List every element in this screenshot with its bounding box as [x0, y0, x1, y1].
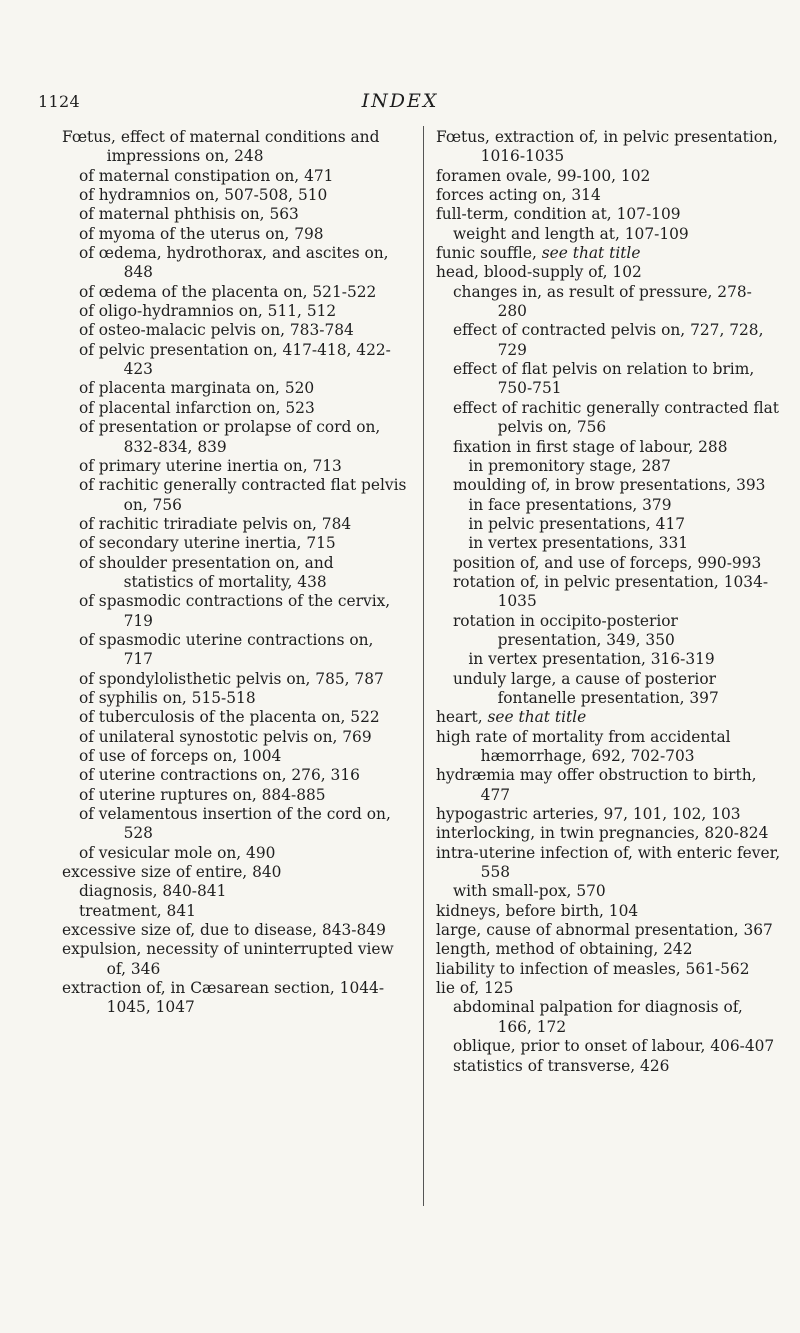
index-entry: [62, 902, 407, 921]
index-entry: [436, 979, 781, 998]
index-entry: [62, 728, 407, 747]
index-entry-text: interlocking, in twin pregnancies, 820-824: [436, 824, 769, 843]
index-entry: [62, 786, 407, 805]
index-entry: [62, 554, 407, 593]
index-entry-text: foramen ovale, 99-100, 102: [436, 166, 651, 185]
index-entry: [62, 205, 407, 224]
index-entry: [436, 805, 781, 824]
index-entry-text: of placenta marginata on, 520: [78, 379, 315, 398]
index-entry-text: of primary uterine inertia on, 713: [78, 456, 342, 475]
index-entry-text: of spasmodic contractions of the cervix, 719: [78, 592, 391, 630]
index-entry: [62, 747, 407, 766]
index-entry-text: of placental infarction on, 523: [78, 398, 315, 417]
index-entry: [62, 534, 407, 553]
column-divider: [423, 126, 424, 1206]
index-entry: [62, 708, 407, 727]
index-entry-text: diagnosis, 840-841: [78, 882, 227, 901]
index-entry-text: expulsion, necessity of uninterrupted view of, 346: [62, 940, 394, 978]
index-entry: [436, 670, 781, 709]
index-entry: [436, 360, 781, 399]
index-entry-text: liability to infection of measles, 561-562: [436, 959, 750, 978]
index-entry-text: in pelvic presentations, 417: [468, 514, 686, 533]
index-entry: [436, 650, 781, 669]
index-entry: [62, 379, 407, 398]
index-entry-text: with small-pox, 570: [452, 882, 606, 901]
index-entry: [436, 824, 781, 843]
index-entry: [62, 225, 407, 244]
index-entry: [436, 1037, 781, 1056]
index-column-left: [62, 128, 407, 1018]
index-entry: [436, 399, 781, 438]
index-entry-text: intra-uterine infection of, with enteric fever, 558: [436, 843, 781, 882]
index-entry: [62, 882, 407, 901]
index-entry: [436, 244, 781, 263]
index-entry: [62, 399, 407, 418]
index-entry-text: position of, and use of forceps, 990-993: [452, 553, 762, 572]
index-entry: [62, 302, 407, 321]
index-entry-text: excessive size of, due to disease, 843-849: [62, 921, 386, 940]
index-entry: [436, 940, 781, 959]
index-entry-text: in vertex presentation, 316-319: [468, 650, 715, 669]
index-entry-text: weight and length at, 107-109: [452, 224, 689, 243]
index-entry: [62, 167, 407, 186]
index-entry: [62, 940, 407, 979]
index-entry: [436, 844, 781, 883]
index-entry: [436, 960, 781, 979]
index-entry-text: of œdema of the placenta on, 521-522: [78, 282, 377, 301]
index-entry: [62, 921, 407, 940]
index-entry-text: hydræmia may offer obstruction to birth, 477: [436, 766, 757, 804]
index-entry: [436, 167, 781, 186]
index-entry-text: of unilateral synostotic pelvis on, 769: [78, 727, 372, 746]
index-entry-text: in face presentations, 379: [468, 495, 672, 514]
index-entry: [62, 805, 407, 844]
index-entry-text: fixation in first stage of labour, 288: [452, 437, 728, 456]
index-entry-text: statistics of transverse, 426: [452, 1056, 670, 1075]
index-entry-text: of syphilis on, 515-518: [78, 688, 256, 707]
index-column-right: [436, 128, 781, 1076]
index-entry-text: of pelvic presentation on, 417-418, 422-423: [78, 340, 391, 379]
index-entry-text: of œdema, hydrothorax, and ascites on, 848: [78, 244, 389, 282]
index-entry-text: of velamentous insertion of the cord on, 528: [78, 805, 391, 843]
index-entry-text: of vesicular mole on, 490: [78, 843, 276, 862]
index-entry: [62, 844, 407, 863]
index-entry-text: of secondary uterine inertia, 715: [78, 534, 336, 553]
index-entry: [436, 902, 781, 921]
index-entry: [436, 225, 781, 244]
index-entry-text: of shoulder presentation on, and statistics of mortality, 438: [78, 553, 334, 591]
index-entry-text: abdominal palpation for diagnosis of, 166, 172: [452, 998, 743, 1036]
index-entry-text: length, method of obtaining, 242: [436, 940, 693, 959]
index-entry-text: Fœtus, extraction of, in pelvic presentation, 1016-1035: [436, 128, 778, 166]
index-entry: [62, 476, 407, 515]
index-entry: [62, 321, 407, 340]
index-entry-text: effect of contracted pelvis on, 727, 728, 729: [452, 321, 764, 359]
index-entry: [436, 457, 781, 476]
index-entry-text: extraction of, in Cæsarean section, 1044-1045, 1047: [62, 979, 385, 1017]
index-entry: [62, 457, 407, 476]
index-entry: [62, 128, 407, 167]
index-entry: [436, 573, 781, 612]
index-entry-text: of spondylolisthetic pelvis on, 785, 787: [78, 669, 384, 688]
see-reference: see that title: [487, 708, 587, 727]
index-entry: [62, 631, 407, 670]
index-entry-text: of maternal constipation on, 471: [78, 166, 334, 185]
index-entry: [62, 979, 407, 1018]
index-entry: [436, 205, 781, 224]
index-entry-text: rotation in occipito-posterior presentation, 349, 350: [452, 611, 678, 649]
index-entry: [62, 515, 407, 534]
index-entry-text: Fœtus, effect of maternal conditions and impressions on, 248: [62, 128, 380, 166]
index-entry-text: moulding of, in brow presentations, 393: [452, 476, 766, 495]
index-entry-text: large, cause of abnormal presentation, 367: [436, 921, 773, 940]
index-entry: [62, 689, 407, 708]
index-entry: [62, 283, 407, 302]
index-entry-text: forces acting on, 314: [436, 186, 601, 205]
index-entry-text: of uterine contractions on, 276, 316: [78, 766, 360, 785]
index-entry: [436, 728, 781, 767]
index-entry: [436, 766, 781, 805]
index-entry-text: of use of forceps on, 1004: [78, 747, 282, 765]
index-entry-text: kidneys, before birth, 104: [436, 901, 639, 920]
index-entry-text: high rate of mortality from accidental hæmorrhage, 692, 702-703: [436, 727, 731, 765]
index-entry-text: of spasmodic uterine contractions on, 717: [78, 630, 374, 669]
index-entry-text: effect of flat pelvis on relation to brim, 750-751: [452, 360, 755, 398]
index-entry: [62, 418, 407, 457]
index-entry: [436, 263, 781, 282]
index-entry-text: changes in, as result of pressure, 278-280: [452, 282, 752, 321]
index-entry-text: of uterine ruptures on, 884-885: [78, 785, 326, 804]
index-entry: [436, 128, 781, 167]
see-reference: see that title: [541, 244, 641, 263]
index-entry-text: in premonitory stage, 287: [468, 456, 671, 475]
index-entry: [436, 321, 781, 360]
index-entry: [62, 244, 407, 283]
index-entry-text: head, blood-supply of, 102: [436, 263, 642, 282]
index-entry-text: of rachitic generally contracted flat pelvis on, 756: [78, 476, 407, 514]
index-entry: [62, 592, 407, 631]
index-entry-text: treatment, 841: [78, 901, 196, 920]
index-entry-text: effect of rachitic generally contracted flat pelvis on, 756: [452, 398, 779, 437]
index-entry-text: oblique, prior to onset of labour, 406-407: [452, 1037, 775, 1056]
index-entry: [62, 186, 407, 205]
index-entry: [436, 554, 781, 573]
index-entry: [436, 186, 781, 205]
index-entry-text: funic souffle,: [436, 244, 542, 263]
index-entry: [436, 998, 781, 1037]
index-entry-text: excessive size of entire, 840: [62, 863, 282, 882]
index-entry-text: of tuberculosis of the placenta on, 522: [78, 708, 380, 727]
index-entry-text: of presentation or prolapse of cord on, 832-834, 839: [78, 418, 381, 456]
index-entry: [436, 921, 781, 940]
index-entry-text: unduly large, a cause of posterior fontanelle presentation, 397: [452, 669, 719, 707]
index-entry: [436, 476, 781, 495]
index-entry: [436, 496, 781, 515]
index-entry-text: rotation of, in pelvic presentation, 1034-1035: [452, 572, 769, 611]
index-entry: [436, 1057, 781, 1076]
index-entry-text: lie of, 125: [436, 979, 514, 998]
page-number: 1124: [38, 92, 80, 111]
index-entry-text: heart,: [436, 708, 488, 727]
index-entry-text: hypogastric arteries, 97, 101, 102, 103: [436, 805, 741, 824]
index-entry: [436, 708, 781, 727]
index-entry: [436, 438, 781, 457]
index-entry: [62, 670, 407, 689]
index-entry-text: in vertex presentations, 331: [468, 534, 689, 553]
index-entry-text: of hydramnios on, 507-508, 510: [78, 186, 328, 205]
index-entry: [436, 612, 781, 651]
index-entry: [62, 766, 407, 785]
index-entry: [436, 515, 781, 534]
index-entry-text: of maternal phthisis on, 563: [78, 205, 299, 224]
index-entry-text: of myoma of the uterus on, 798: [78, 224, 324, 243]
index-entry: [436, 882, 781, 901]
index-entry-text: of osteo-malacic pelvis on, 783-784: [78, 321, 354, 340]
index-entry: [62, 863, 407, 882]
index-entry: [62, 341, 407, 380]
index-entry-text: full-term, condition at, 107-109: [436, 205, 681, 224]
index-entry-text: of oligo-hydramnios on, 511, 512: [78, 302, 337, 321]
index-entry-text: of rachitic triradiate pelvis on, 784: [78, 514, 352, 533]
running-head: INDEX: [361, 90, 439, 112]
index-entry: [436, 283, 781, 322]
index-entry: [436, 534, 781, 553]
